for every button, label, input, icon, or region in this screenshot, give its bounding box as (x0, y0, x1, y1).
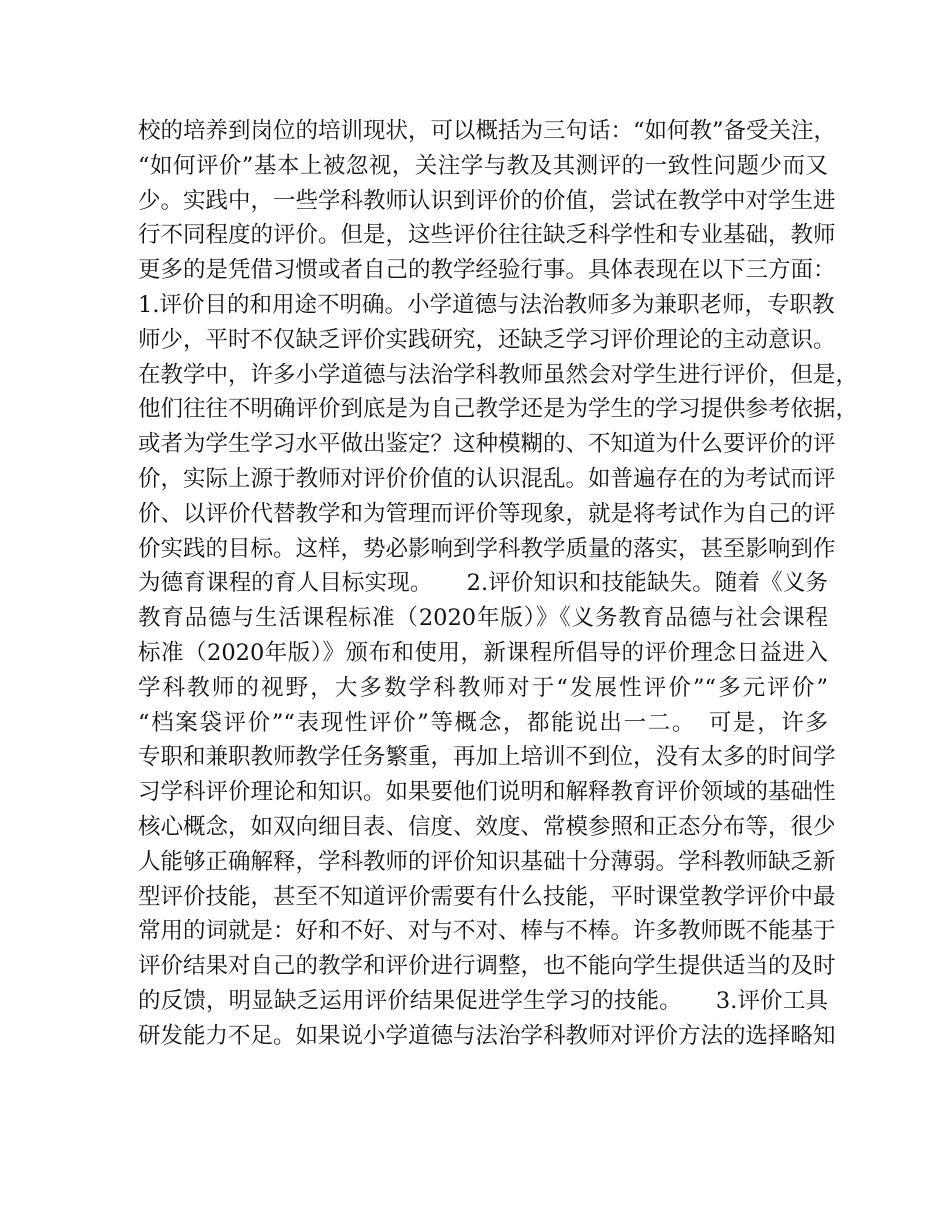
text-line: 在教学中，许多小学道德与法治学科教师虽然会对学生进行评价，但是， (138, 361, 859, 388)
text-line: 人能够正确解释，学科教师的评价知识基础十分薄弱。学科教师缺乏新 (138, 848, 836, 875)
text-line: 的反馈，明显缺乏运用评价结果促进学生学习的技能。 3.评价工具 (138, 987, 828, 1014)
text-line: 学科教师的视野，大多数学科教师对于“发展性评价”“多元评价” (138, 674, 828, 701)
text-line: 习学科评价理论和知识。如果要他们说明和解释教育评价领域的基础性 (138, 779, 836, 806)
text-line: 或者为学生学习水平做出鉴定？这种模糊的、不知道为什么要评价的评 (138, 431, 836, 458)
text-line: 研发能力不足。如果说小学道德与法治学科教师对评价方法的选择略知 (138, 1022, 836, 1049)
text-line: 标准（2020年版）》颁布和使用，新课程所倡导的评价理念日益进入 (138, 639, 828, 666)
text-line: 价实践的目标。这样，势必影响到学科教学质量的落实，甚至影响到作 (138, 535, 836, 562)
text-line: 为德育课程的育人目标实现。 2.评价知识和技能缺失。随着《义务 (138, 570, 828, 597)
text-line: 价，实际上源于教师对评价价值的认识混乱。如普遍存在的为考试而评 (138, 465, 836, 492)
text-line: 核心概念，如双向细目表、信度、效度、常模参照和正态分布等，很少 (138, 813, 836, 840)
text-line: 更多的是凭借习惯或者自己的教学经验行事。具体表现在以下三方面： (138, 257, 836, 284)
text-line: 他们往往不明确评价到底是为自己教学还是为学生的学习提供参考依据， (138, 396, 859, 423)
text-line: 行不同程度的评价。但是，这些评价往往缺乏科学性和专业基础，教师 (138, 222, 836, 249)
text-line: 师少，平时不仅缺乏评价实践研究，还缺乏学习评价理论的主动意识。 (138, 326, 836, 353)
text-line: 1.评价目的和用途不明确。小学道德与法治教师多为兼职老师，专职教 (138, 291, 835, 318)
text-line: 专职和兼职教师教学任务繁重，再加上培训不到位，没有太多的时间学 (138, 744, 836, 771)
text-line: 校的培养到岗位的培训现状，可以概括为三句话：“如何教”备受关注， (138, 118, 837, 144)
text-line: 少。实践中，一些学科教师认识到评价的价值，尝试在教学中对学生进 (138, 187, 836, 214)
text-line: 教育品德与生活课程标准（2020年版）》《义务教育品德与社会课程 (138, 605, 828, 632)
text-line: 评价结果对自己的教学和评价进行调整，也不能向学生提供适当的及时 (138, 953, 836, 980)
text-line: “如何评价”基本上被忽视，关注学与教及其测评的一致性问题少而又 (138, 152, 828, 179)
text-line: “档案袋评价”“表现性评价”等概念，都能说出一二。 可是，许多 (138, 709, 828, 736)
text-line: 型评价技能，甚至不知道评价需要有什么技能，平时课堂教学评价中最 (138, 883, 836, 910)
text-line: 价、以评价代替教学和为管理而评价等现象，就是将考试作为自己的评 (138, 500, 836, 527)
body-text (138, 114, 859, 1054)
text-line: 常用的词就是：好和不好、对与不对、棒与不棒。许多教师既不能基于 (138, 918, 836, 945)
